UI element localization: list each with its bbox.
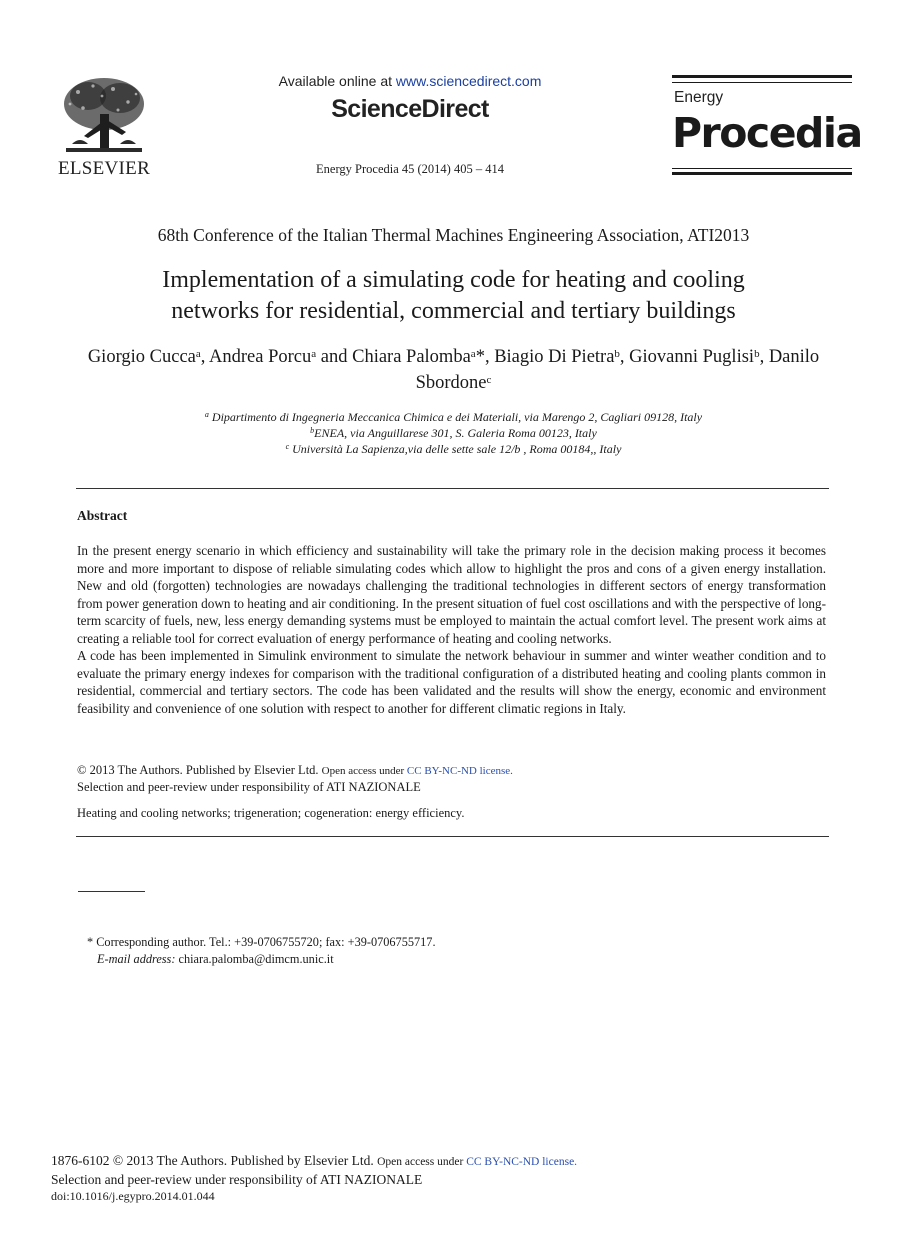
available-online-line	[200, 73, 620, 89]
email-address[interactable]: chiara.palomba@dimcm.unic.it	[175, 951, 334, 966]
journal-logo-big: Procedia	[672, 109, 862, 157]
author-separator: *,	[475, 347, 495, 367]
author-separator: ,	[619, 347, 630, 367]
abstract-body	[77, 542, 826, 717]
affiliation-mark: c	[285, 442, 290, 451]
author-affil-mark: a	[195, 348, 201, 360]
author-name: Chiara Palomba	[352, 347, 471, 367]
copyright-line	[77, 762, 826, 779]
license-link[interactable]: CC BY-NC-ND license.	[406, 765, 513, 777]
author-separator: ,	[759, 347, 769, 367]
affiliation-mark: b	[310, 426, 315, 435]
author-name: Danilo Sbordone	[415, 347, 820, 393]
elsevier-logo	[56, 74, 152, 182]
affiliation-list	[80, 409, 827, 457]
footer-license-link[interactable]: CC BY-NC-ND license.	[466, 1156, 578, 1168]
footer-doi[interactable]: doi:10.1016/j.egypro.2014.01.044	[51, 1189, 215, 1203]
affiliation-text: Dipartimento di Ingegneria Meccanica Chimica e dei Materiali, via Marengo 2, Cagliari 09128, Italy	[208, 410, 703, 424]
abstract-heading: Abstract	[77, 508, 128, 523]
journal-citation: Energy Procedia 45 (2014) 405 – 414	[316, 162, 504, 176]
footer-peer-review: Selection and peer-review under responsibility of ATI NAZIONALE	[51, 1172, 423, 1187]
affiliation-mark: a	[204, 410, 209, 419]
author-affil-mark: b	[614, 348, 620, 360]
author-affil-mark: a	[311, 348, 317, 360]
copyright-text: © 2013 The Authors. Published by Elsevier Ltd.	[77, 763, 322, 777]
author-affil-mark: a	[470, 348, 476, 360]
affiliation-text: Università La Sapienza,via delle sette sale 12/b , Roma 00184,, Italy	[289, 442, 622, 456]
affiliation	[80, 425, 827, 441]
affiliation	[80, 409, 827, 425]
footnote-rule	[78, 891, 145, 892]
elsevier-tree-icon	[58, 74, 150, 160]
elsevier-wordmark: ELSEVIER	[57, 158, 151, 179]
author-affil-mark: c	[486, 374, 492, 386]
open-access-label: Open access under	[321, 765, 407, 777]
peer-review-line: Selection and peer-review under responsibility of ATI NAZIONALE	[77, 780, 421, 794]
footer-issn-copyright: 1876-6102 © 2013 The Authors. Published by Elsevier Ltd.	[51, 1153, 378, 1168]
author-name: Biagio Di Pietra	[494, 347, 615, 367]
divider-bottom	[76, 836, 829, 837]
paper-title	[80, 265, 827, 327]
available-online-label: Available online at	[278, 73, 396, 89]
author-separator: and	[316, 347, 353, 367]
author-list	[80, 344, 827, 396]
author-separator: ,	[200, 347, 210, 367]
affiliation-text: ENEA, via Anguillarese 301, S. Galeria Roma 00123, Italy	[314, 426, 597, 440]
page-footer	[51, 1152, 831, 1205]
email-line	[87, 951, 787, 968]
footer-copyright	[51, 1152, 831, 1171]
corresponding-author: * Corresponding author. Tel.: +39-0706755720; fax: +39-0706755717.	[87, 935, 436, 949]
energy-procedia-logo	[672, 75, 862, 177]
title-line: Implementation of a simulating code for heating and cooling	[162, 267, 745, 293]
sciencedirect-link[interactable]: www.sciencedirect.com	[395, 73, 542, 89]
affiliation	[80, 441, 827, 457]
email-label: E-mail address:	[97, 951, 176, 966]
footer-open-access-label: Open access under	[377, 1156, 467, 1168]
abstract-paragraph: A code has been implemented in Simulink environment to simulate the network behaviour in summer and winter weather condition and to evaluate the primary energy indexes for comparison with the traditional configuration of a distributed heating and cooling plants common in residential, commercial and tertiary sectors. The code has been validated and the results will show the energy, economic and environment feasibility and convenience of one solution with respect to another for different climatic regions in Italy.	[77, 648, 826, 716]
copyright-block	[77, 762, 826, 795]
journal-logo-small: Energy	[674, 89, 724, 106]
keywords: Heating and cooling networks; trigeneration; cogeneration: energy efficiency.	[77, 806, 465, 820]
author-name: Giorgio Cucca	[87, 347, 196, 367]
title-line: networks for residential, commercial and tertiary buildings	[171, 298, 736, 324]
author-affil-mark: b	[754, 348, 760, 360]
footnote	[87, 934, 787, 967]
author-name: Andrea Porcu	[209, 347, 312, 367]
abstract-paragraph: In the present energy scenario in which efficiency and sustainability will take the primary role in the decision making process it becomes more and more important to dispose of reliable simulating codes which allow to highlight the pros and cons of a given energy installation. New and old (forgotten) technologies are nowadays challenging the traditional technologies in different sectors of energy transformation from power generation down to heating and air conditioning. In the present situation of fuel cost oscillations and with the perspective of long-term scarcity of fuels, new, less energy demanding systems must be employed to maintain the actual comfort level. The present work aims at creating a reliable tool for correct evaluation of energy performance of heating and cooling networks.	[77, 543, 826, 646]
divider-top	[76, 488, 829, 489]
author-name: Giovanni Puglisi	[629, 347, 755, 367]
conference-name: 68th Conference of the Italian Thermal Machines Engineering Association, ATI2013	[157, 225, 750, 245]
sciencedirect-brand: ScienceDirect	[331, 95, 489, 123]
